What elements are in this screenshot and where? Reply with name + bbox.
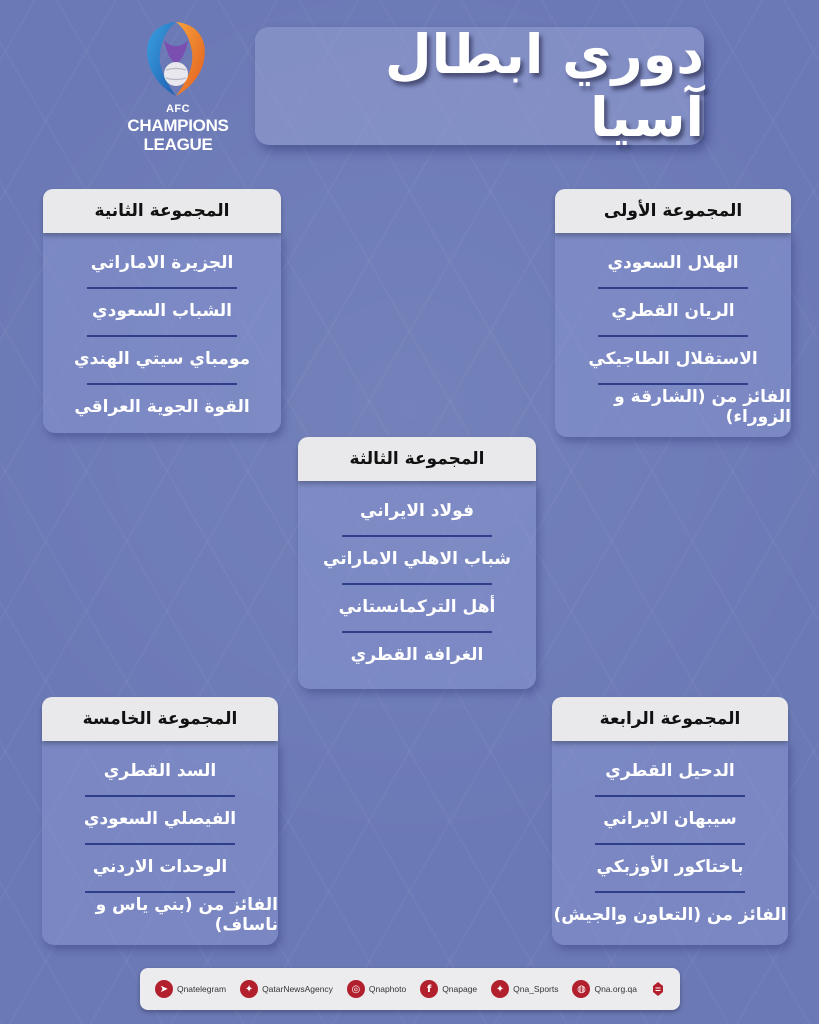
group-card-fifth	[42, 697, 278, 945]
globe-icon: ◍	[572, 980, 590, 998]
group-card-first	[555, 189, 791, 437]
team-item: الجزيرة الاماراتي	[90, 253, 234, 273]
title-banner	[255, 23, 704, 149]
team-item: الشباب السعودي	[43, 287, 281, 335]
footer-label: Qnaphoto	[368, 984, 407, 994]
footer-item-facebook[interactable]	[420, 980, 477, 998]
team-item: السد القطري	[103, 761, 217, 781]
team-item: الدحيل القطري	[605, 761, 735, 781]
group-team-list	[43, 233, 281, 433]
footer-label: Qnatelegram	[176, 984, 227, 994]
footer-label: Qnapage	[442, 984, 478, 994]
group-header: المجموعة الثانية	[43, 189, 281, 233]
group-card-fourth	[552, 697, 788, 945]
instagram-icon: ◎	[347, 980, 365, 998]
team-item: الاستقلال الطاجيكي	[555, 335, 791, 383]
footer-label: Qna_Sports	[513, 984, 559, 994]
logo-champions-text: CHAMPIONS	[127, 116, 229, 135]
team-item: الغرافة القطري	[298, 631, 536, 679]
team-item: مومباي سيتي الهندي	[43, 335, 281, 383]
afc-champions-league-logo	[118, 18, 238, 154]
facebook-icon: f	[420, 980, 438, 998]
group-header: المجموعة الخامسة	[42, 697, 278, 741]
team-item: سيبهان الايراني	[552, 795, 788, 843]
team-item: الفيصلي السعودي	[42, 795, 278, 843]
footer-item-instagram[interactable]	[347, 980, 406, 998]
telegram-icon: ➤	[155, 980, 173, 998]
group-card-third	[298, 437, 536, 689]
team-item: الهلال السعودي	[607, 253, 739, 273]
footer-item-twitter-news[interactable]	[240, 980, 333, 998]
group-header: المجموعة الأولى	[555, 189, 791, 233]
logo-league-text: LEAGUE	[143, 135, 213, 154]
footer-item-twitter-sports[interactable]	[491, 980, 558, 998]
footer-label: Qna.org.qa	[594, 984, 637, 994]
team-item: أهل التركمانستاني	[298, 583, 536, 631]
twitter-icon: ✦	[491, 980, 509, 998]
logo-afc-text: AFC	[165, 103, 191, 115]
qna-logo	[651, 981, 665, 997]
group-card-second	[43, 189, 281, 433]
team-item: الريان القطري	[555, 287, 791, 335]
team-item: باختاكور الأوزبكي	[552, 843, 788, 891]
team-item: القوة الجوية العراقي	[43, 383, 281, 431]
page-title: دوري ابطال آسيا	[384, 23, 704, 149]
group-team-list	[552, 741, 788, 945]
twitter-icon: ✦	[240, 980, 258, 998]
group-team-list	[42, 741, 278, 945]
afc-trophy-icon	[136, 18, 216, 102]
qna-emblem-icon	[651, 981, 665, 997]
team-item: الوحدات الاردني	[42, 843, 278, 891]
team-item: فولاد الايراني	[360, 501, 474, 521]
team-item: الفائز من (بني ياس و ناساف)	[42, 891, 278, 939]
group-team-list	[298, 481, 536, 689]
footer-item-website[interactable]	[572, 980, 637, 998]
group-team-list	[555, 233, 791, 437]
group-header: المجموعة الثالثة	[298, 437, 536, 481]
group-header: المجموعة الرابعة	[552, 697, 788, 741]
team-item: الفائز من (التعاون والجيش)	[552, 891, 788, 939]
footer-item-telegram[interactable]	[155, 980, 226, 998]
team-item: الفائز من (الشارقة و الزوراء)	[555, 383, 791, 431]
footer-label: QatarNewsAgency	[262, 984, 333, 994]
social-footer	[140, 968, 680, 1010]
team-item: شباب الاهلي الاماراتي	[298, 535, 536, 583]
